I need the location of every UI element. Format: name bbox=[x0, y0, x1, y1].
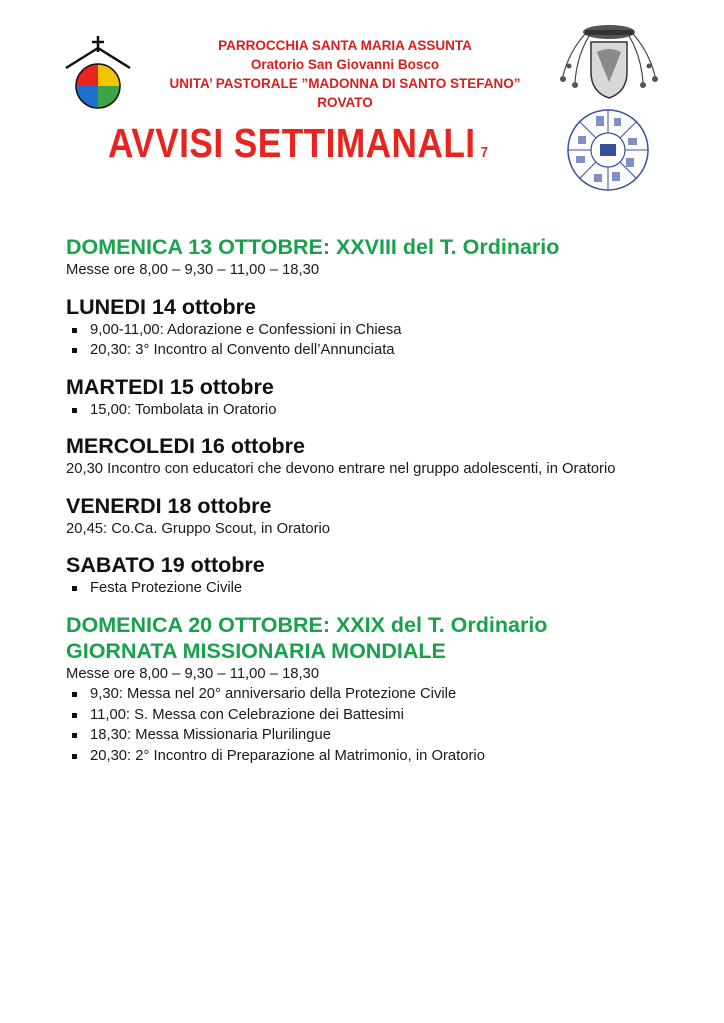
day-heading: DOMENICA 20 OTTOBRE: XXIX del T. Ordinario bbox=[66, 612, 548, 637]
event-text: 20,30 Incontro con educatori che devono entrare nel gruppo adolescenti, in Oratorio bbox=[66, 461, 616, 477]
mass-times: Messe ore 8,00 – 9,30 – 11,00 – 18,30 bbox=[66, 262, 320, 278]
day-subheading: GIORNATA MISSIONARIA MONDIALE bbox=[66, 638, 446, 663]
day-heading: MERCOLEDI 16 ottobre bbox=[66, 434, 305, 458]
weekly-notices bbox=[66, 234, 666, 779]
day-friday-18 bbox=[66, 493, 666, 540]
parish-header bbox=[120, 36, 570, 112]
event-list bbox=[66, 320, 666, 361]
parish-name: PARROCCHIA SANTA MARIA ASSUNTA bbox=[218, 38, 472, 53]
page-title bbox=[108, 120, 488, 167]
event-list bbox=[66, 684, 666, 766]
day-heading: VENERDI 18 ottobre bbox=[66, 493, 272, 518]
list-item: 11,00: S. Messa con Celebrazione dei Battesimi bbox=[66, 705, 666, 726]
page-title-text: AVVISI SETTIMANALI bbox=[108, 120, 476, 166]
list-item: 20,30: 3° Incontro al Convento dell’Annunciata bbox=[66, 340, 666, 361]
oratory-name: Oratorio San Giovanni Bosco bbox=[250, 57, 440, 72]
day-heading: MARTEDI 15 ottobre bbox=[66, 374, 274, 399]
list-item: 20,30: 2° Incontro di Preparazione al Matrimonio, in Oratorio bbox=[66, 746, 666, 767]
day-heading: DOMENICA 13 OTTOBRE: XXVIII del T. Ordinario bbox=[66, 235, 560, 259]
bulletin-number: 7 bbox=[480, 144, 488, 161]
town-name: ROVATO bbox=[317, 95, 373, 110]
pastoral-unit-seal-icon bbox=[566, 108, 650, 192]
pastoral-unit-name: UNITA’ PASTORALE ”MADONNA DI SANTO STEFANO” bbox=[169, 76, 521, 91]
list-item: Festa Protezione Civile bbox=[66, 578, 666, 599]
day-sunday-13 bbox=[66, 234, 666, 281]
list-item: 18,30: Messa Missionaria Plurilingue bbox=[66, 725, 666, 746]
mass-times: Messe ore 8,00 – 9,30 – 11,00 – 18,30 bbox=[66, 665, 320, 682]
list-item: 9,00-11,00: Adorazione e Confessioni in Chiesa bbox=[66, 320, 666, 341]
list-item: 9,30: Messa nel 20° anniversario della Protezione Civile bbox=[66, 684, 666, 705]
day-sunday-20 bbox=[66, 612, 666, 767]
event-list bbox=[66, 400, 666, 421]
event-text: 20,45: Co.Ca. Gruppo Scout, in Oratorio bbox=[66, 520, 331, 537]
day-heading: LUNEDI 14 ottobre bbox=[66, 294, 256, 319]
coat-of-arms-icon bbox=[555, 22, 663, 100]
day-wednesday-16 bbox=[66, 433, 666, 480]
day-heading: SABATO 19 ottobre bbox=[66, 553, 265, 577]
day-saturday-19 bbox=[66, 552, 666, 599]
day-tuesday-15 bbox=[66, 374, 666, 421]
list-item: 15,00: Tombolata in Oratorio bbox=[66, 400, 666, 421]
event-list bbox=[66, 578, 666, 599]
day-monday-14 bbox=[66, 294, 666, 361]
